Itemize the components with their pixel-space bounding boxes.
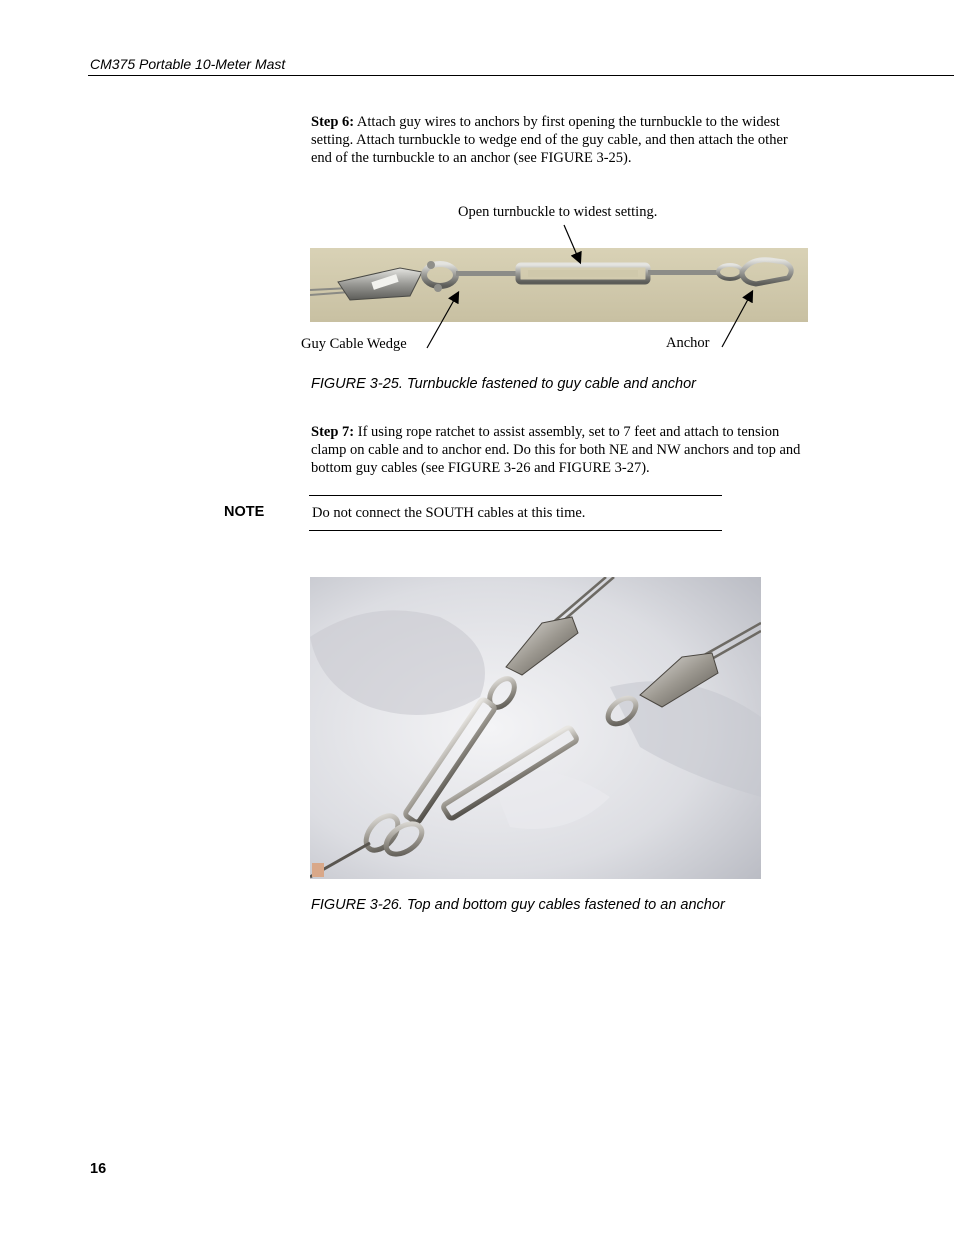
arrow-guy-cable-wedge <box>427 293 458 348</box>
arrow-anchor <box>722 292 752 347</box>
note-text: Do not connect the SOUTH cables at this time. <box>312 505 586 521</box>
callout-guy-cable-wedge: Guy Cable Wedge <box>301 336 407 352</box>
step-7-label: Step 7: <box>311 424 355 440</box>
arrow-open-turnbuckle <box>564 225 580 262</box>
step-6-label: Step 6: <box>311 114 355 130</box>
note-label: NOTE <box>224 504 265 520</box>
step-6-text: Attach guy wires to anchors by first opening the turnbuckle to the widest setting. Attach turnbuckle to wedge end of the guy cable, and then attach the other end of the turnbuckle to an anchor (see FIGURE 3-25). <box>311 114 788 166</box>
page-number: 16 <box>90 1161 107 1177</box>
callout-open-turnbuckle: Open turnbuckle to widest setting. <box>458 204 658 220</box>
figure-3-25-caption: FIGURE 3-25. Turnbuckle fastened to guy cable and anchor <box>311 376 697 392</box>
running-header-title: CM375 Portable 10-Meter Mast <box>90 56 286 72</box>
callout-anchor: Anchor <box>666 335 710 351</box>
step-7-text: If using rope ratchet to assist assembly, set to 7 feet and attach to tension clamp on cable and to anchor end. Do this for both NE and NW anchors and top and bottom guy cables (see FIGURE 3-26 and FIGURE 3-27). <box>311 424 801 476</box>
figure-3-26-caption: FIGURE 3-26. Top and bottom guy cables fastened to an anchor <box>311 897 725 913</box>
